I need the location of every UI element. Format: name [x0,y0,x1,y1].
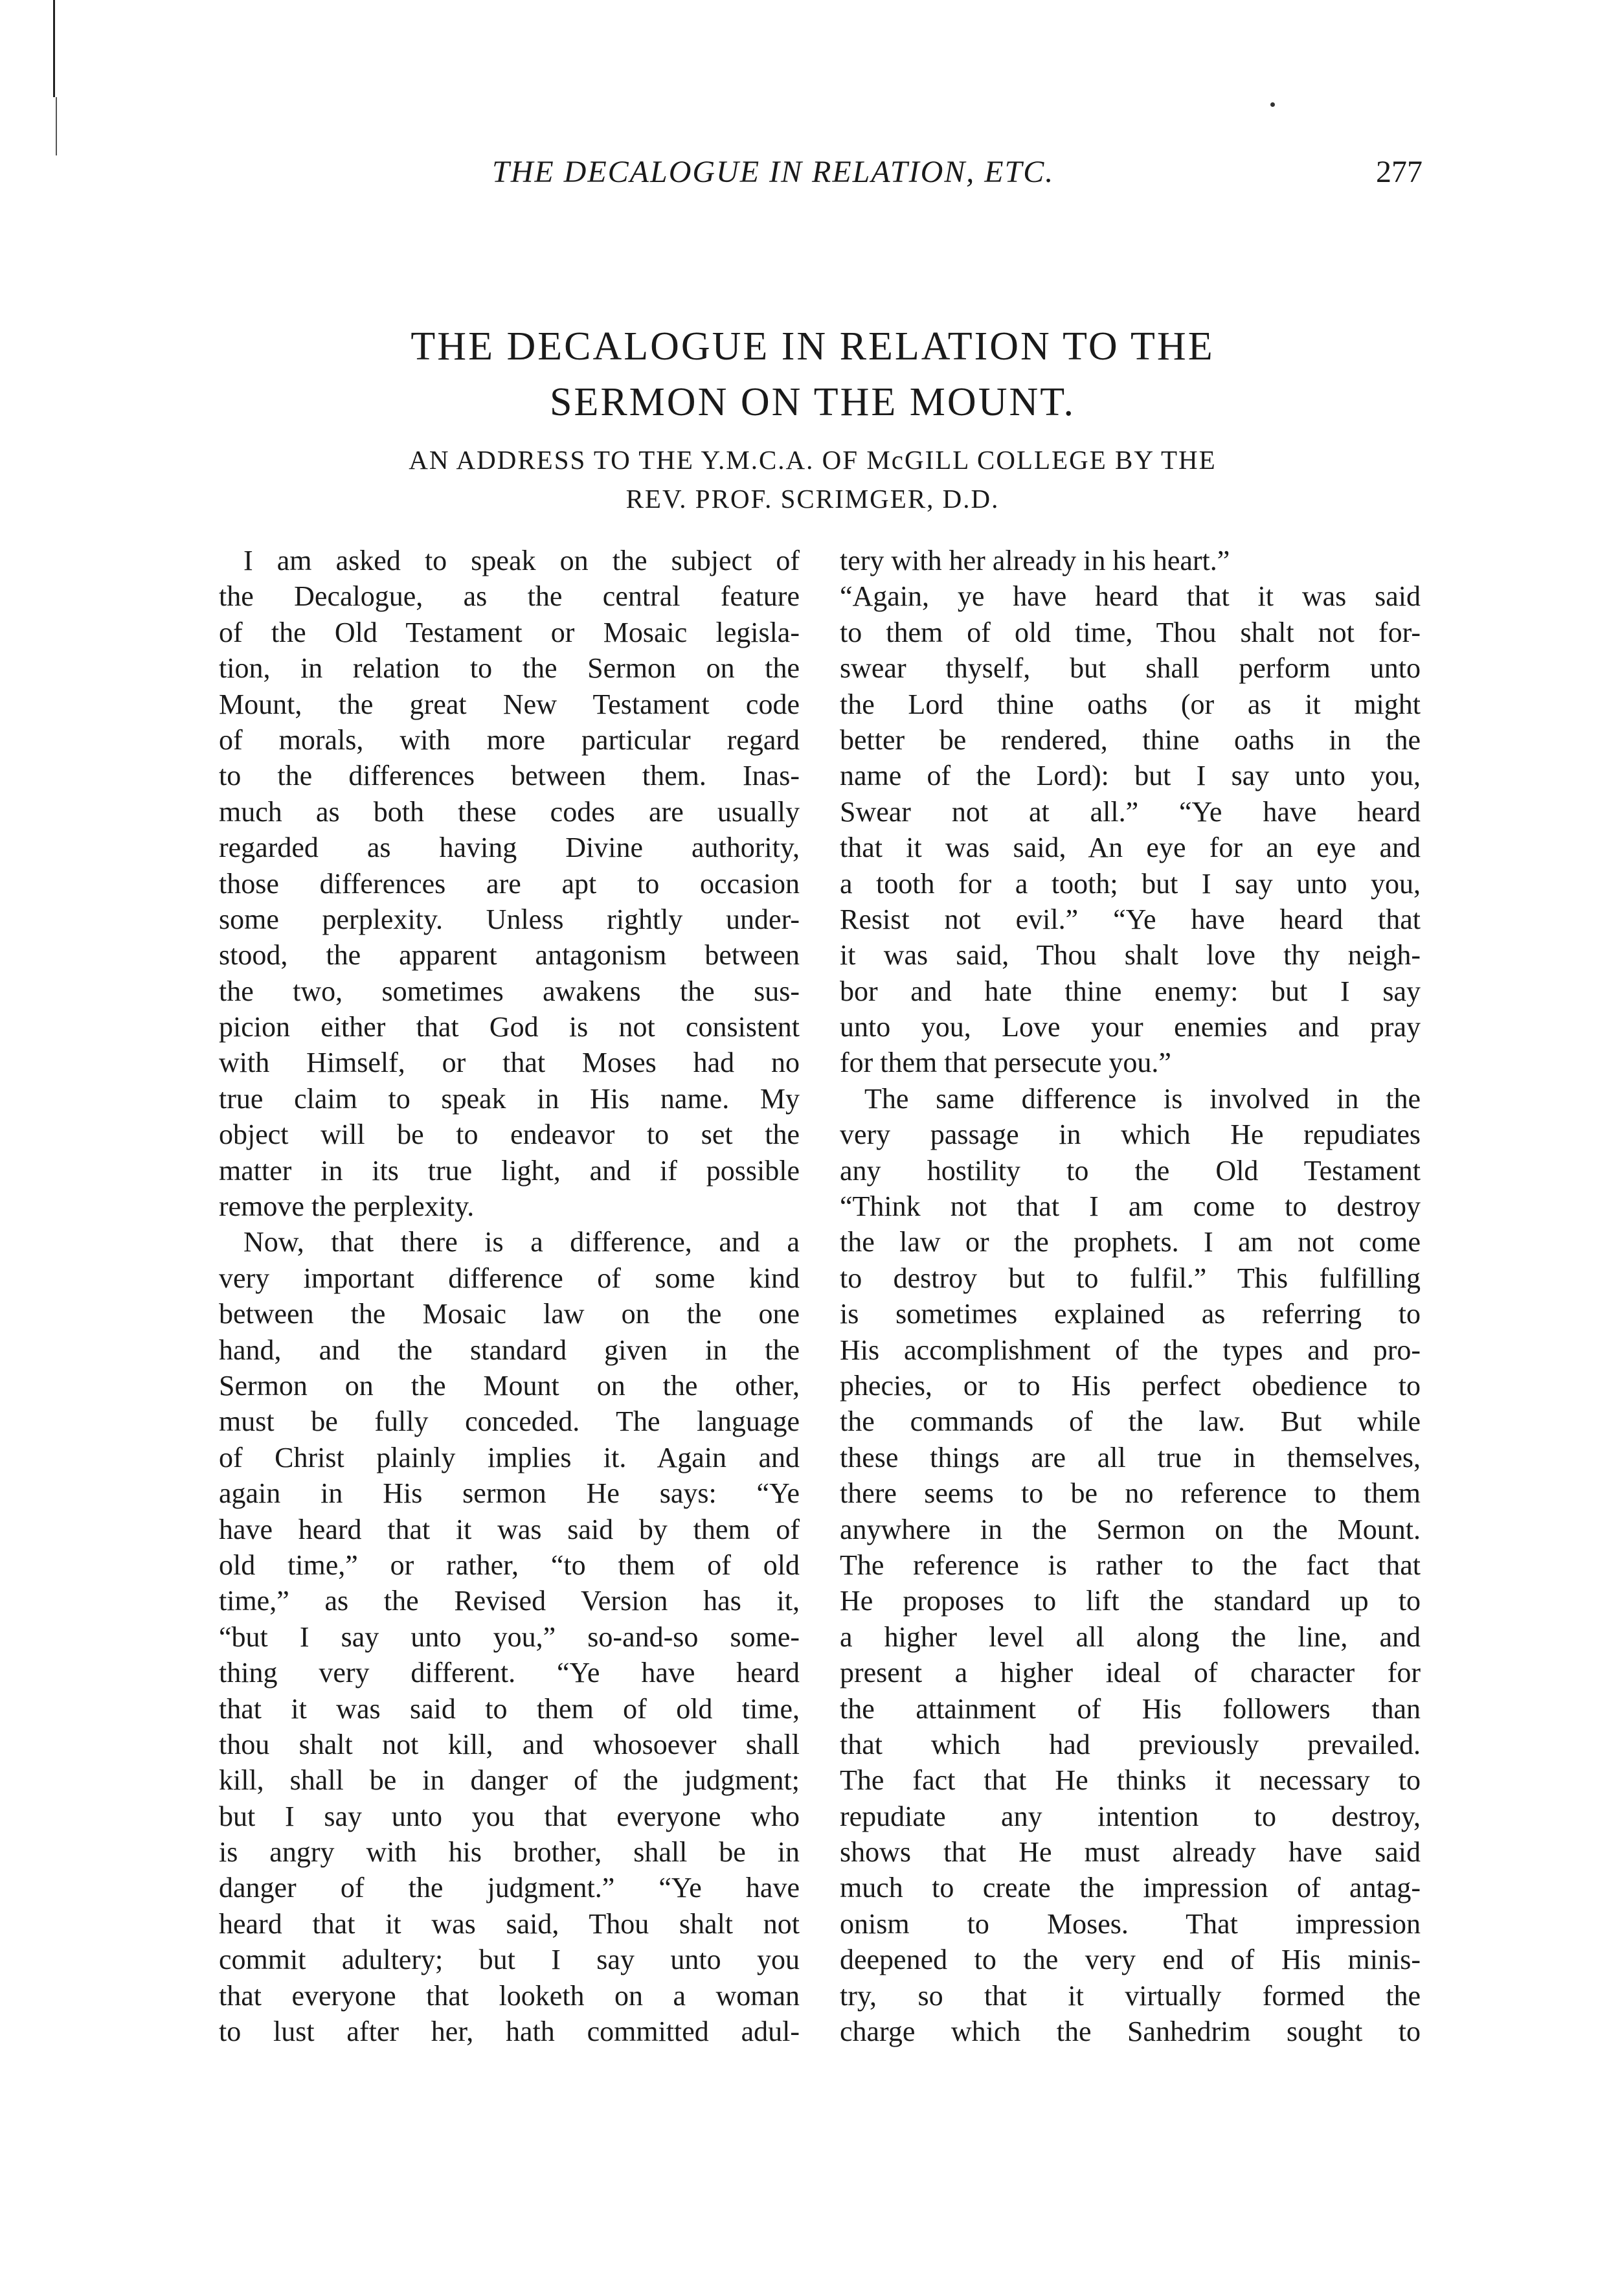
text-line: those differences are apt to occasion [219,867,800,900]
text-line: Swear not at all.” “Ye have heard [840,795,1421,828]
subtitle-line: REV. PROF. SCRIMGER, D.D. [625,484,1000,514]
left-text-column [219,543,800,2049]
text-line: time,” as the Revised Version has it, [219,1585,800,1617]
text-line: for them that persecute you.” [840,1047,1171,1079]
text-line: but I say unto you that everyone who [219,1800,800,1832]
text-line: is angry with his brother, shall be in [219,1836,800,1869]
text-line: picion either that God is not consistent [219,1011,800,1043]
page-number: 277 [1376,155,1423,189]
text-line: to lust after her, hath committed adul- [219,2016,800,2048]
text-line: Resist not evil.” “Ye have heard that [840,903,1421,935]
text-line: of Christ plainly implies it. Again and [219,1441,800,1473]
text-line: “Think not that I am come to destroy [840,1190,1421,1223]
text-line: old time,” or rather, “to them of old [219,1549,800,1581]
text-line: bor and hate thine enemy: but I say [840,975,1421,1007]
text-line: Mount, the great New Testament code [219,688,800,720]
binding-edge-mark [53,0,55,97]
text-line: to them of old time, Thou shalt not for- [840,616,1421,648]
text-line: the Lord thine oaths (or as it might [840,688,1421,720]
text-line: the attainment of His followers than [840,1692,1421,1725]
text-line: repudiate any intention to destroy, [840,1800,1421,1832]
text-line: is sometimes explained as referring to [840,1298,1421,1330]
text-line: with Himself, or that Moses had no [219,1047,800,1079]
text-line: name of the Lord): but I say unto you, [840,760,1421,792]
text-line: heard that it was said, Thou shalt not [219,1907,800,1940]
text-line: charge which the Sanhedrim sought to [840,2016,1421,2048]
text-line: regarded as having Divine authority, [219,832,800,864]
text-line: much to create the impression of antag- [840,1872,1421,1904]
text-line: matter in its true light, and if possible [219,1154,800,1187]
text-line: onism to Moses. That impression [840,1907,1421,1940]
text-line: shows that He must already have said [840,1836,1421,1869]
text-line: thing very different. “Ye have heard [219,1657,800,1689]
text-line: tery with her already in his heart.” [840,545,1230,576]
text-line: commit adultery; but I say unto you [219,1944,800,1976]
text-line: Sermon on the Mount on the other, [219,1369,800,1402]
binding-edge-mark [56,97,57,155]
text-line: these things are all true in themselves, [840,1441,1421,1473]
text-line: “Again, ye have heard that it was said [840,580,1421,613]
text-line: to destroy but to fulfil.” This fulfilling [840,1262,1421,1294]
text-line: have heard that it was said by them of [219,1513,800,1545]
text-line: object will be to endeavor to set the [219,1119,800,1151]
text-line: a tooth for a tooth; but I say unto you, [840,867,1421,900]
running-head: THE DECALOGUE IN RELATION, ETC. [492,155,1055,189]
text-line: any hostility to the Old Testament [840,1154,1421,1187]
text-line: present a higher ideal of character for [840,1657,1421,1689]
text-line: there seems to be no reference to them [840,1477,1421,1510]
text-line: a higher level all along the line, and [840,1620,1421,1653]
text-line: deepened to the very end of His minis- [840,1944,1421,1976]
text-line: must be fully conceded. The language [219,1405,800,1438]
text-line: swear thyself, but shall perform unto [840,652,1421,685]
text-line: phecies, or to His perfect obedience to [840,1369,1421,1402]
text-line: kill, shall be in danger of the judgment; [219,1764,800,1797]
text-line: The reference is rather to the fact that [840,1549,1421,1581]
text-line: tion, in relation to the Sermon on the [219,652,800,685]
title-line: SERMON ON THE MOUNT. [549,380,1076,424]
subtitle-line: AN ADDRESS TO THE Y.M.C.A. OF McGILL COLLEGE BY THE [409,445,1217,475]
text-line: very passage in which He repudiates [840,1119,1421,1151]
text-line: Now, that there is a difference, and a [243,1226,800,1258]
text-line: The same difference is involved in the [864,1082,1421,1115]
text-line: of morals, with more particular regard [219,723,800,756]
text-line: that it was said to them of old time, [219,1692,800,1725]
text-line: the two, sometimes awakens the sus- [219,975,800,1007]
text-line: true claim to speak in His name. My [219,1082,800,1115]
text-line: again in His sermon He says: “Ye [219,1477,800,1510]
text-line: anywhere in the Sermon on the Mount. [840,1513,1421,1545]
text-line: stood, the apparent antagonism between [219,939,800,972]
article-subtitle [214,440,1412,518]
text-line: between the Mosaic law on the one [219,1298,800,1330]
text-line: the commands of the law. But while [840,1405,1421,1438]
title-line: THE DECALOGUE IN RELATION TO THE [411,324,1215,369]
text-line: The fact that He thinks it necessary to [840,1764,1421,1797]
text-line: He proposes to lift the standard up to [840,1585,1421,1617]
text-line: that which had previously prevailed. [840,1728,1421,1760]
text-line: danger of the judgment.” “Ye have [219,1872,800,1904]
text-line: the Decalogue, as the central feature [219,580,800,613]
text-line: very important difference of some kind [219,1262,800,1294]
text-line: that it was said, An eye for an eye and [840,832,1421,864]
text-line: it was said, Thou shalt love thy neigh- [840,939,1421,972]
text-line: some perplexity. Unless rightly under- [219,903,800,935]
text-line: thou shalt not kill, and whosoever shall [219,1728,800,1760]
text-line: I am asked to speak on the subject of [243,545,800,576]
text-line: to the differences between them. Inas- [219,760,800,792]
text-line: unto you, Love your enemies and pray [840,1011,1421,1043]
text-line: try, so that it virtually formed the [840,1979,1421,2012]
text-line: the law or the prophets. I am not come [840,1226,1421,1258]
text-line: His accomplishment of the types and pro- [840,1334,1421,1366]
text-line: “but I say unto you,” so-and-so some- [219,1620,800,1653]
text-line: better be rendered, thine oaths in the [840,723,1421,756]
article-title [214,319,1412,430]
text-line: hand, and the standard given in the [219,1334,800,1366]
text-line: that everyone that looketh on a woman [219,1979,800,2012]
text-line: much as both these codes are usually [219,795,800,828]
scan-speck [1270,102,1275,107]
text-line: remove the perplexity. [219,1190,475,1223]
right-text-column [840,543,1421,2049]
text-line: of the Old Testament or Mosaic legisla- [219,616,800,648]
